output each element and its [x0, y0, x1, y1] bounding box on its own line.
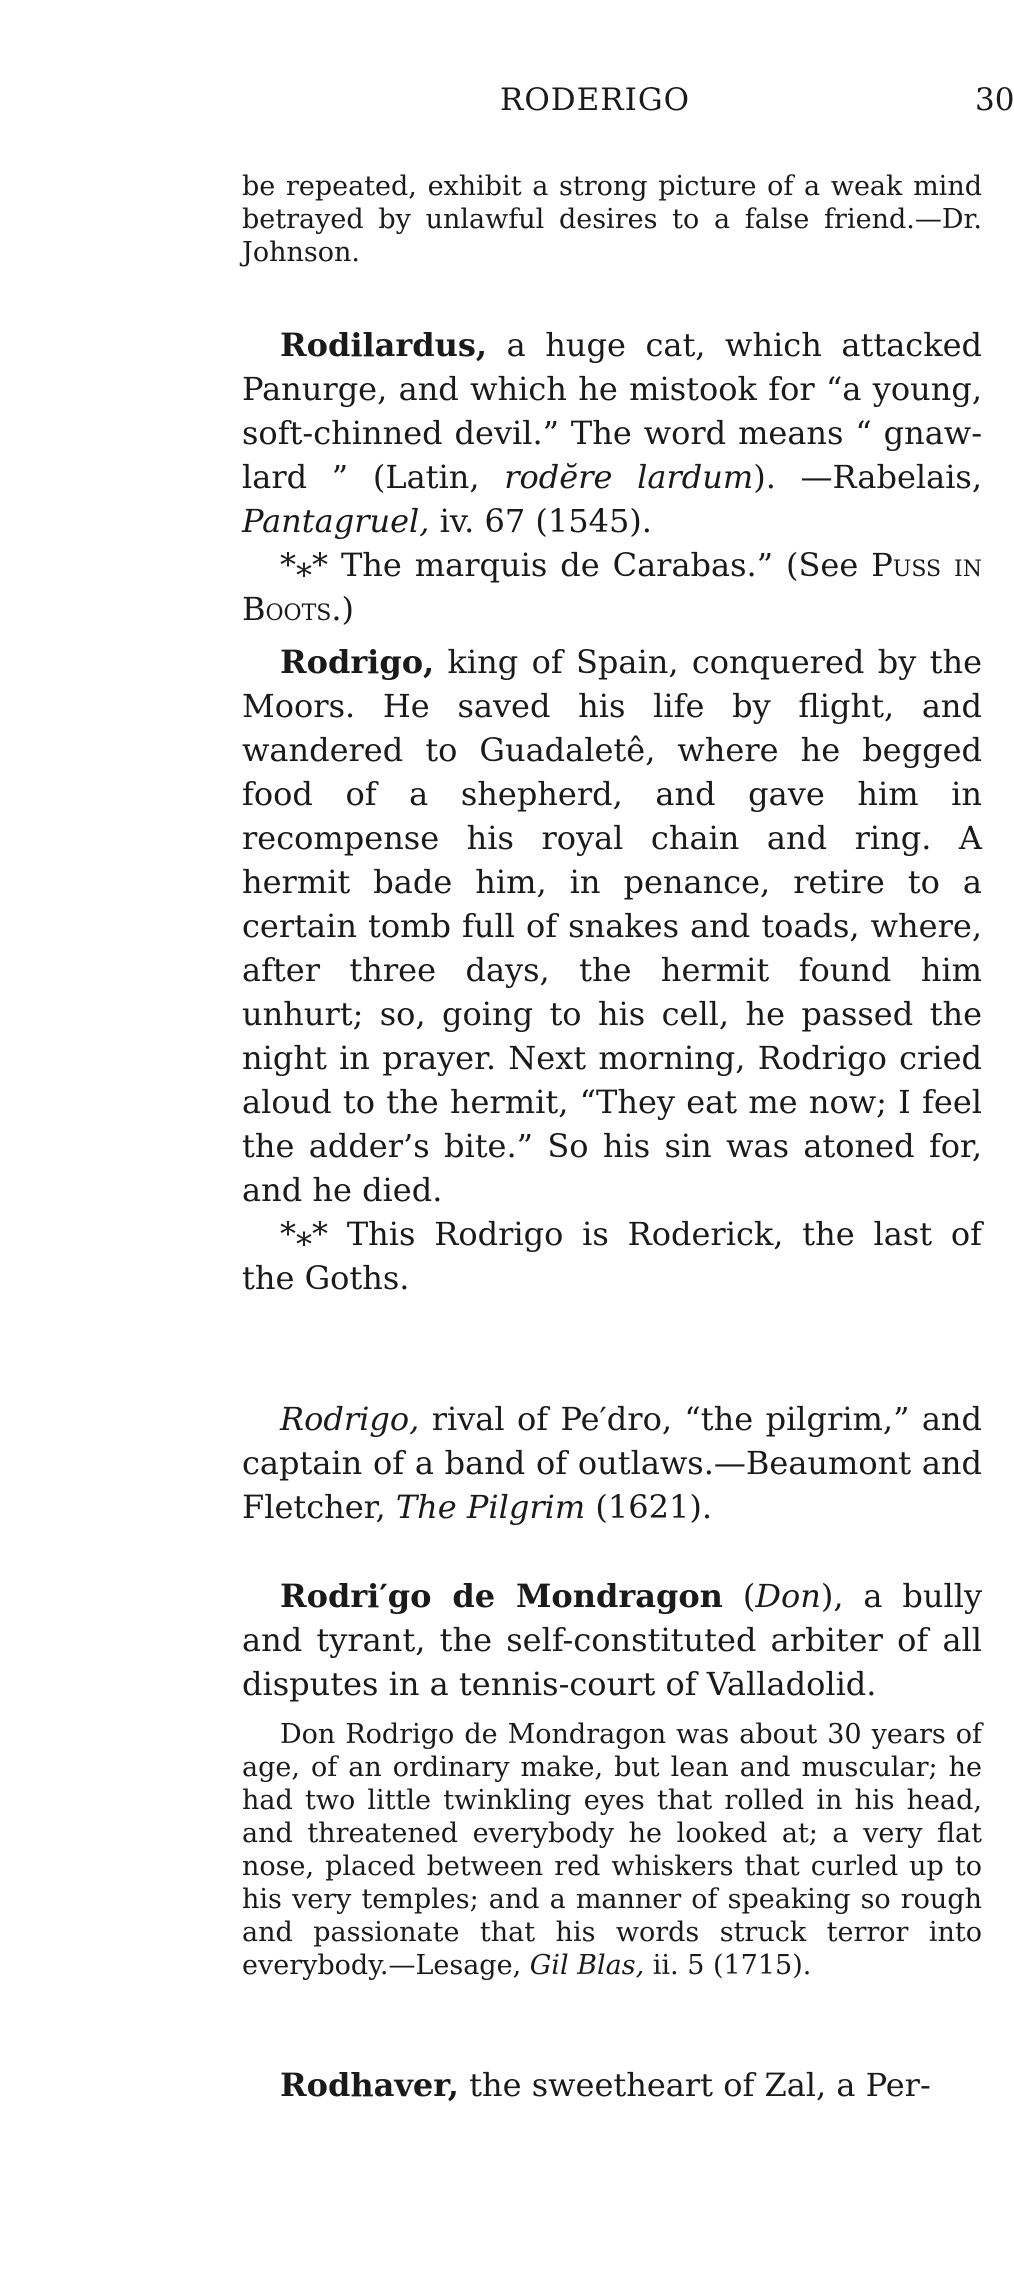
quote-text: ii. 5 (1715).: [644, 1950, 812, 1981]
entry-rodrigo-mondragon: [242, 1574, 982, 1982]
entry-body: [242, 1397, 982, 1529]
entry-text: , a bully and tyrant, the self-constituted arbiter of all disputes in a tennis-court of Valladolid.: [242, 1577, 983, 1703]
entry-body: [242, 640, 982, 1212]
asterism: *⁎*: [280, 546, 328, 584]
headword: Rodrigo,: [280, 643, 435, 681]
page-number: 30: [975, 82, 1014, 118]
work-title: The Pilgrim: [395, 1488, 586, 1526]
entry-rodrigo-rival: [242, 1397, 982, 1529]
entry-note: [242, 1212, 982, 1300]
entry-body: Rodri′go de Mondragon (Don), a bully and tyrant, the self-constituted arbiter of all disputes in a tennis-court of Valladolid.: [242, 1577, 983, 1703]
note-text: The marquis de Carabas.” (See: [328, 546, 872, 584]
entry-text: iv. 67 (1545).: [429, 502, 652, 540]
latin-phrase: rodĕre lardum: [504, 458, 754, 496]
headword: Rodri′go de Mondragon: [280, 1577, 723, 1615]
entry-note: [242, 543, 982, 631]
work-title: Pantagruel,: [242, 502, 430, 540]
entry-text: king of Spain, conquered by the Moors. He saved his life by flight, and wandered to Guadaletê, where he begged food of a shepherd, and gave him in recompense his royal chain and ring. A hermit bade him, in penance, retire to a certain tomb full of snakes and toads, where, after three days, the hermit found him unhurt; so, going to his cell, he passed the night in prayer. Next morning, Rodrigo cried aloud to the hermit, “They eat me now; I feel the adder’s bite.” So his sin was atoned for, and he died.: [242, 643, 982, 1209]
entry-text: be repeated, exhibit a strong picture of a weak mind betrayed by unlawful desires to a false friend.—Dr. Johnson.: [242, 171, 982, 268]
headword: Rodilardus,: [280, 326, 488, 364]
entry-rodilardus: [242, 323, 982, 631]
entry-rodrigo-king: [242, 640, 982, 1300]
entry-body: [242, 2063, 982, 2107]
note-text: This Rodrigo is Roderick, the last of the Goths.: [242, 1215, 982, 1297]
headword: Rodrigo,: [280, 1400, 420, 1438]
title-don: Don: [755, 1577, 821, 1615]
running-head: RODERIGO: [500, 82, 691, 118]
headword: Rodhaver,: [280, 2066, 459, 2104]
entry-roderigo-tail: [242, 170, 982, 269]
entry-text: the sweetheart of Zal, a Per-: [458, 2066, 931, 2104]
cross-reference: Puss in Boots: [242, 546, 982, 628]
note-text: .): [331, 590, 354, 628]
entry-rodhaver: [242, 2063, 982, 2107]
entry-text: ). —Rabelais,: [753, 458, 983, 496]
entry-body: [242, 323, 982, 543]
quote-text: Don Rodrigo de Mondragon was about 30 years of age, of an ordinary make, but lean and muscular; he had two little twinkling eyes that rolled in his head, and threatened everybody he looked at; a very flat nose, placed between red whiskers that curled up to his very temples; and a manner of speaking so rough and passionate that his words struck terror into everybody.—Lesage,: [242, 1719, 982, 1981]
work-title: Gil Blas,: [529, 1950, 645, 1981]
entry-text: (1621).: [585, 1488, 712, 1526]
entry-text: a huge cat, which attacked Panurge, and which he mistook for “a young, soft-chinned devil.” The word means “ gnaw-lard ” (Latin,: [242, 326, 982, 496]
entry-text: rival of Pe′dro, “the pilgrim,” and captain of a band of outlaws.—Beaumont and Fletcher,: [242, 1400, 982, 1526]
quotation: [242, 1718, 982, 1982]
asterism: *⁎*: [280, 1215, 328, 1253]
